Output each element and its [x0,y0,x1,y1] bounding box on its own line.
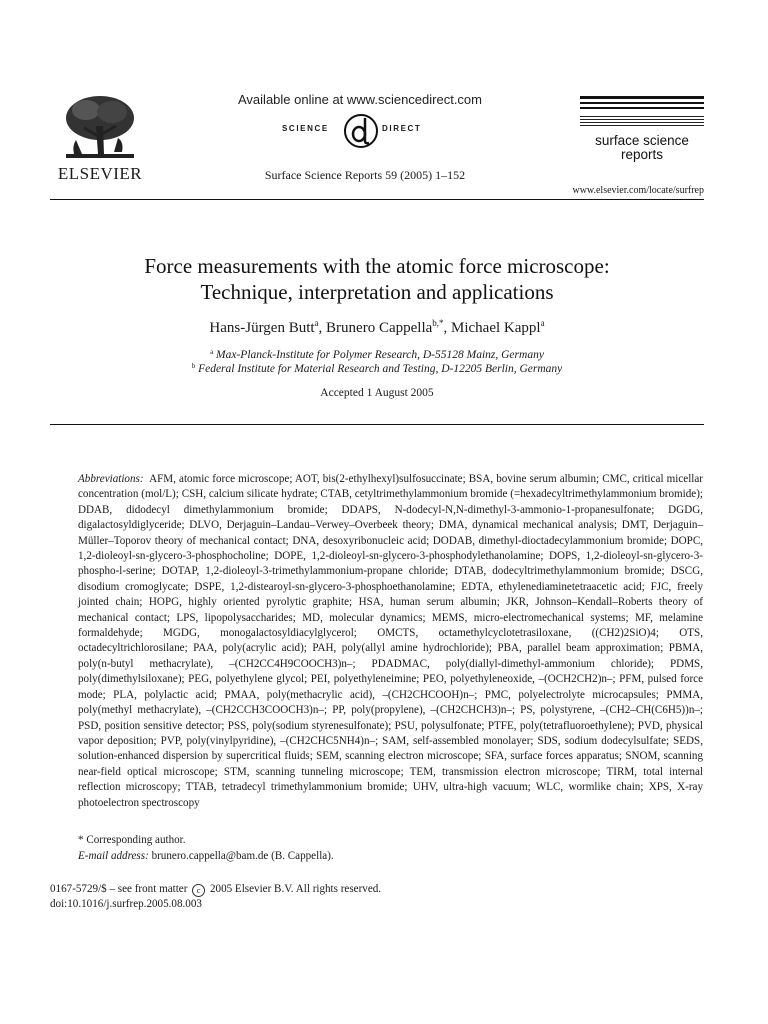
sd-logo-right-text: DIRECT [382,124,422,133]
author-separator: , [318,320,327,336]
abbreviations-paragraph [78,472,703,811]
front-matter-suffix: 2005 Elsevier B.V. All rights reserved. [209,883,382,895]
affiliation-b [50,362,704,375]
journal-url-link[interactable]: www.elsevier.com/locate/surfrep [572,185,704,196]
copyright-icon: c [192,884,205,897]
corresponding-author-note: * Corresponding author. [78,834,186,846]
journal-logo-rule [580,102,704,104]
journal-logo-rule [580,96,704,99]
author-list [50,318,704,337]
author-affiliation-mark: a [540,318,545,328]
journal-logo-hatch [580,114,704,126]
available-online-text: Available online at www.sciencedirect.com [238,92,482,107]
journal-citation: Surface Science Reports 59 (2005) 1–152 [264,168,466,182]
affiliation-a-text: Max-Planck-Institute for Polymer Research, D-55128 Mainz, Germany [216,349,544,361]
email-link[interactable]: brunero.cappella@bam.de (B. Cappella). [151,850,334,862]
author-affiliation-mark: a [314,318,319,328]
sd-logo-left-text: SCIENCE [282,124,329,133]
article-title-line-1: Force measurements with the atomic force microscope: [144,254,610,278]
journal-logo-line1: surface science [595,133,689,148]
front-matter-prefix: 0167-5729/$ – see front matter [50,883,188,895]
publisher-name: ELSEVIER [57,164,143,183]
journal-logo-rule [580,107,704,109]
sd-at-icon [342,110,380,150]
elsevier-logo [50,92,150,186]
author-name: Michael Kappl [451,320,541,336]
affiliation-a-mark: a [210,348,214,356]
sciencedirect-logo [282,110,452,150]
journal-logo-name [580,134,704,162]
author-separator: , [443,320,452,336]
affiliation-a [50,348,704,361]
accepted-date: Accepted 1 August 2005 [320,387,434,399]
author-affiliation-mark: b,* [432,318,444,328]
article-title-line-2: Technique, interpretation and applications [200,280,554,304]
email-footnote [78,850,334,862]
doi-link[interactable]: doi:10.1016/j.surfrep.2005.08.003 [50,898,202,910]
abbreviations-text: AFM, atomic force microscope; AOT, bis(2-ethylhexyl)sulfosuccinate; BSA, bovine serum albumin; CMC, critical micellar concentration (mol/L); CSH, calcium silicate hydrate; CTAB, cetyltrimethylammonium bromide (=hexadecyltrimethylammonium bromide); DDAB, didodecyl dimethylammonium bromide; DDAPS, N-dodecyl-N,N-dimethyl-3-ammonio-1-propanesulfonate; DGDG, digalactosyldiglyceride; DLVO, Derjaguin–Landau–Verwey–Overbeek theory; DMA, dynamical mechanical analysis; DMT, Derjaguin–Müller–Toporov theory of mechanical contact; DNA, desoxyribonucleic acid; DODAB, dimethyl-dioctadecylammonium bromide; DOPC, 1,2-dioleoyl-sn-glycero-3-phosphocholine; DOPE, 1,2-dioleoyl-sn-glycero-3-phosphodylethanolamine; DOPS, 1,2-dioleoyl-sn-glycero-3-phospho-l-serine; DOTAP, 1,2-dioleoyl-3-trimethylammonium-propane chloride; DTAB, dodecyltrimethylammonium bromide; DSCG, disodium cromoglycate; DSPE, 1,2-distearoyl-sn-glycero-3-phosphoethanolamine; EDTA, ethylenediaminetetraacetic acid; FJC, freely jointed chain; HOPG, highly oriented pyrolytic graphite; HSA, human serum albumin; JKR, Johnson–Kendall–Roberts theory of mechanical contact; LPS, lipopolysaccharides; MD, molecular dynamics; MEMS, micro-electromechanical systems; MF, melamine formaldehyde; MGDG, monogalactosyldiacylglycerol; OMCTS, octamethylcyclotetrasiloxane, ((CH2)2SiO)4; OTS, octadecyltrichlorosilane; PAA, poly(acrylic acid); PAH, poly(allyl amine hydrochloride); PBA, parallel beam approximation; PBMA, poly(n-butyl methacrylate), –(CH2CC4H9COOCH3)n–; PDADMAC, poly(diallyl-dimethyl-ammonium chloride); PDMS, poly(dimethylsiloxane); PEG, polyethylene glycol; PEI, polyethyleneimine; PEO, polyethyleneoxide, –(OCH2CH2)n–; PFM, pulsed force mode; PLA, polylactic acid; PMAA, poly(methacrylic acid), –(CH2CHCOOH)n–; PMC, polyelectrolyte microcapsules; PMMA, poly(methyl methacrylate), –(CH2CCH3COOCH3)n–; PP, poly(propylene), –(CH2CHCH3)n–; PS, polystyrene, –(CH2–CH(C6H5))n–; PSD, position sensitive detector; PSS, poly(sodium styrenesulfonate); PSU, polysulfonate; PTFE, poly(tetrafluoroethylene); PVD, physical vapor deposition; PVP, poly(vinylpyridine), –(CH2CHC5NH4)n–; SAM, self-assembled monolayer; SDS, sodium dodecylsulfate; SEDS, solution-enhanced dispersion by supercritical fluids; SEM, scanning electron microscope; SFA, surface forces apparatus; SNOM, scanning near-field optical microscope; STM, scanning tunneling microscope; TEM, transmission electron microscope; TIRM, total internal reflection microscopy; TTAB, tetradecyl trimethylammonium bromide; UHV, ultra-high vacuum; WLC, wormlike chain; XPS, X-ray photoelectron spectroscopy [78,473,703,809]
title-divider [50,424,704,425]
journal-logo-line2: reports [620,147,664,162]
journal-logo [580,96,704,176]
elsevier-tree-icon [62,92,138,162]
affiliation-b-mark: b [191,362,196,370]
email-label: E-mail address: [78,850,149,862]
author-name: Hans-Jürgen Butt [209,320,315,336]
affiliation-b-text: Federal Institute for Material Research and Testing, D-12205 Berlin, Germany [198,363,563,375]
abbreviations-label: Abbreviations: [78,473,144,485]
front-matter-line [50,883,381,897]
header-divider [50,199,704,200]
author-name: Brunero Cappella [326,320,433,336]
